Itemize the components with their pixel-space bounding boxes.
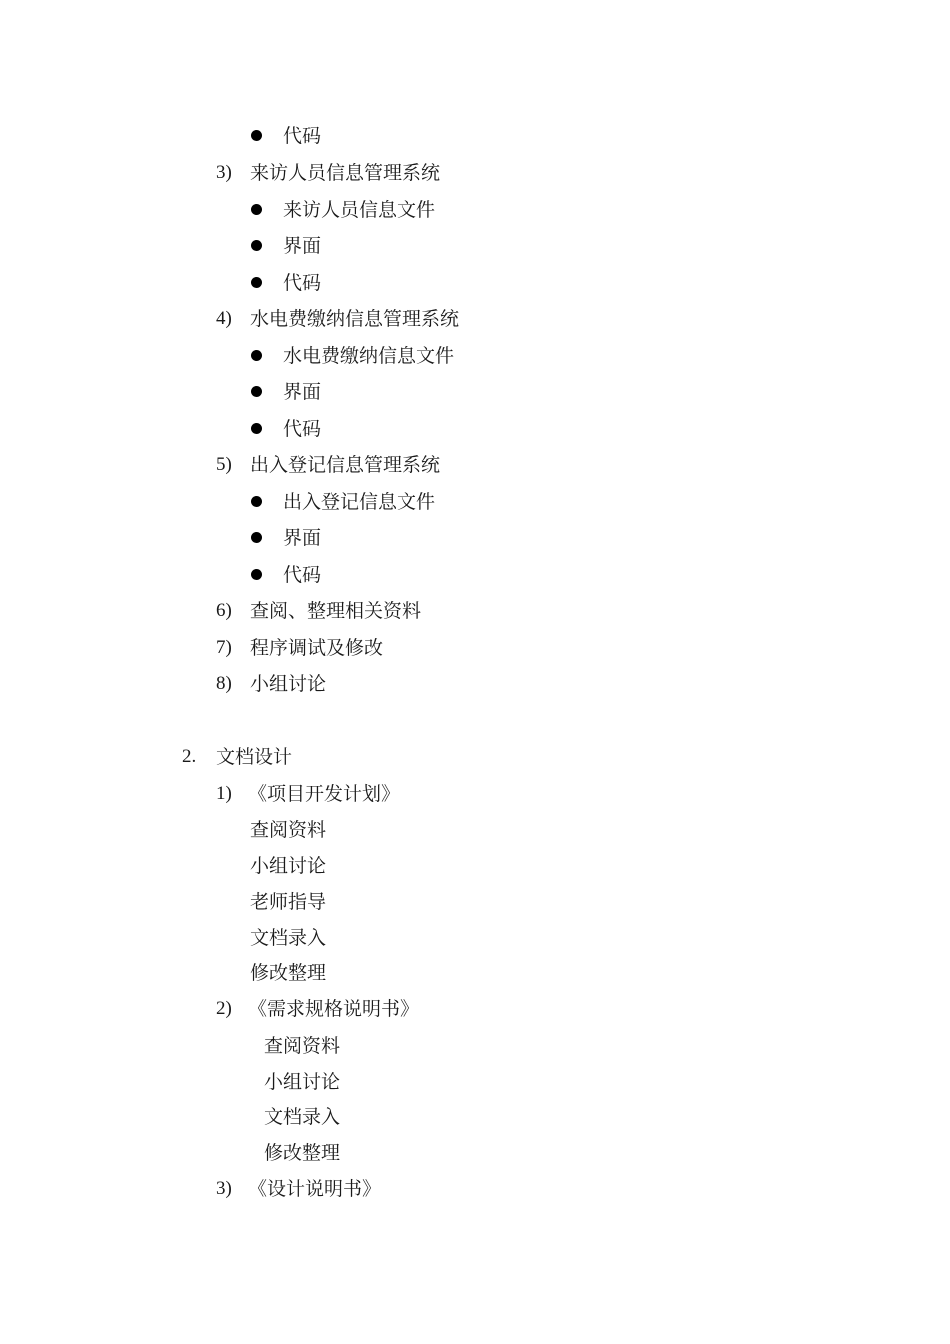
step-item: 文档录入 [264,1106,341,1128]
bullet-icon [251,240,262,251]
bullet-icon [251,423,262,434]
list-number: 5) [216,454,232,475]
list-item-label: 程序调试及修改 [250,637,384,659]
list-item-label: 出入登记信息管理系统 [250,454,441,476]
step-item: 小组讨论 [264,1071,341,1093]
document-title: 《需求规格说明书》 [248,998,420,1020]
list-item-label: 来访人员信息管理系统 [250,162,441,184]
list-item-label: 小组讨论 [250,673,327,695]
bullet-item: 来访人员信息文件 [283,199,436,221]
bullet-icon [251,130,262,141]
bullet-item: 代码 [283,125,322,147]
list-item-label: 水电费缴纳信息管理系统 [250,308,460,330]
step-item: 修改整理 [250,962,327,984]
bullet-item: 界面 [283,381,322,403]
step-item: 小组讨论 [250,855,327,877]
document-title: 《设计说明书》 [248,1178,382,1200]
section-number: 2. [182,746,197,767]
step-item: 查阅资料 [250,819,327,841]
bullet-item: 出入登记信息文件 [283,491,436,513]
list-number: 6) [216,600,232,621]
bullet-item: 代码 [283,272,322,294]
list-item-label: 查阅、整理相关资料 [250,600,422,622]
step-item: 老师指导 [250,891,327,913]
bullet-item: 代码 [283,418,322,440]
bullet-icon [251,204,262,215]
bullet-item: 界面 [283,235,322,257]
bullet-icon [251,350,262,361]
list-number: 7) [216,637,232,658]
step-item: 修改整理 [264,1142,341,1164]
bullet-icon [251,386,262,397]
list-number: 1) [216,783,232,804]
step-item: 文档录入 [250,927,327,949]
bullet-item: 代码 [283,564,322,586]
bullet-item: 水电费缴纳信息文件 [283,345,455,367]
list-number: 8) [216,673,232,694]
bullet-icon [251,496,262,507]
section-heading: 文档设计 [216,746,293,768]
bullet-icon [251,569,262,580]
bullet-icon [251,532,262,543]
document-title: 《项目开发计划》 [248,783,401,805]
list-number: 2) [216,998,232,1019]
list-number: 3) [216,162,232,183]
step-item: 查阅资料 [264,1035,341,1057]
bullet-icon [251,277,262,288]
bullet-item: 界面 [283,527,322,549]
list-number: 4) [216,308,232,329]
list-number: 3) [216,1178,232,1199]
